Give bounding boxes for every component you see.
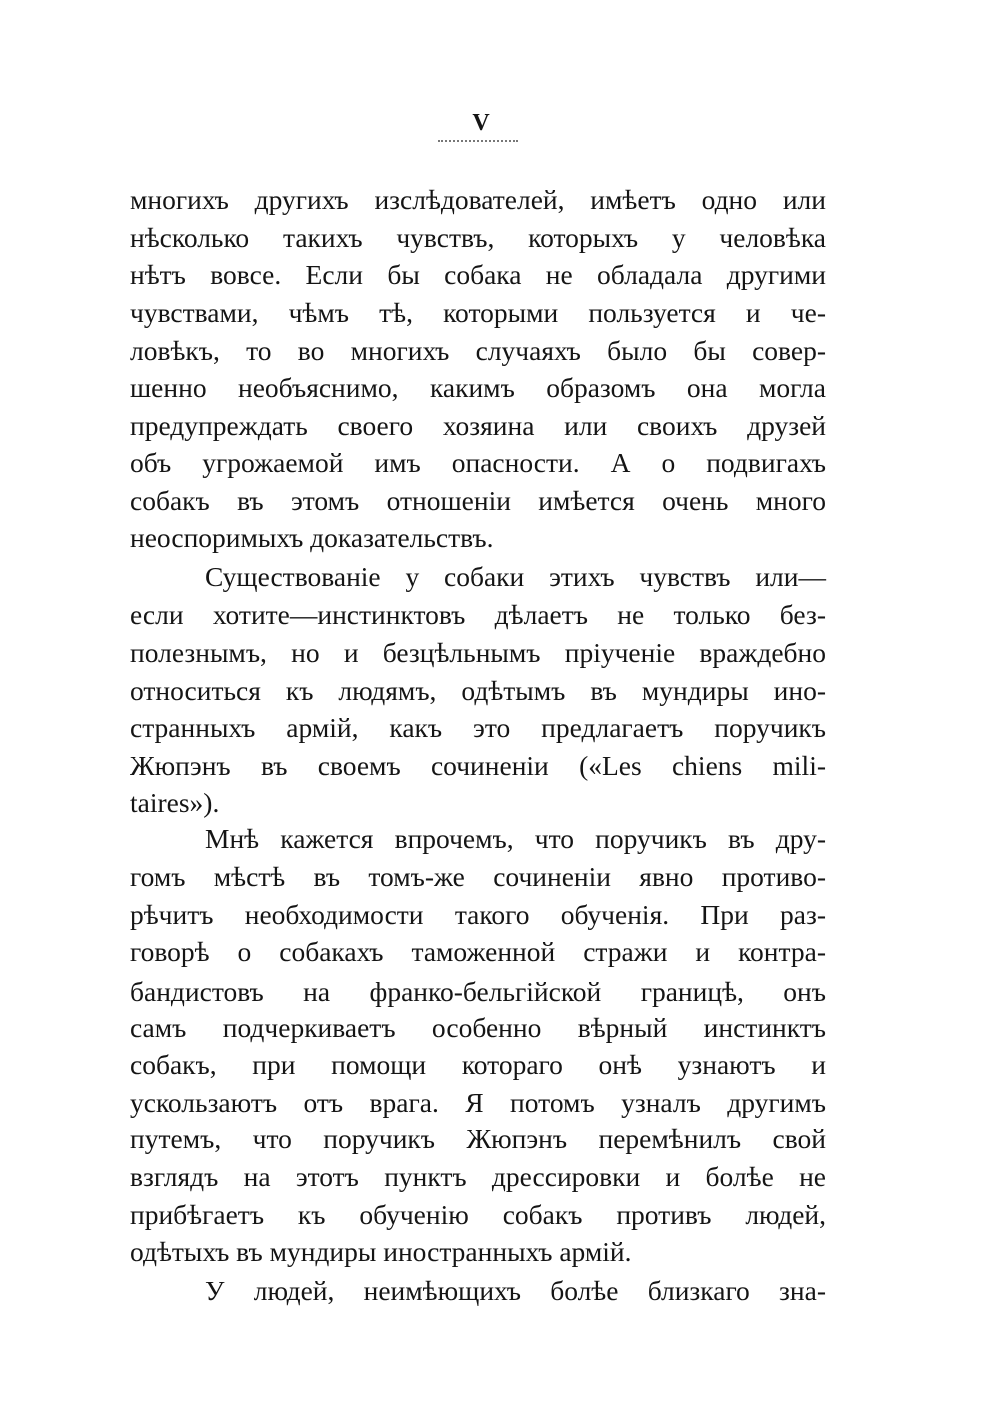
text-line: шенно необъяснимо, какимъ образомъ она могла <box>130 372 826 403</box>
text-line: самъ подчеркиваетъ особенно вѣрный инстинктъ <box>130 1012 826 1043</box>
text-line: чувствами, чѣмъ тѣ, которыми пользуется и че- <box>130 297 826 328</box>
text-line: если хотите—инстинктовъ дѣлаетъ не только без- <box>130 599 826 630</box>
text-line: рѣчитъ необходимости такого обученія. При раз- <box>130 899 826 930</box>
text-line: taires»). <box>130 787 220 818</box>
text-line: нѣсколько такихъ чувствъ, которыхъ у человѣка <box>130 222 826 253</box>
text-line: прибѣгаетъ къ обученію собакъ противъ людей, <box>130 1199 826 1230</box>
text-line: одѣтыхъ въ мундиры иностранныхъ армій. <box>130 1236 632 1267</box>
text-line: путемъ, что поручикъ Жюпэнъ перемѣнилъ свой <box>130 1123 826 1154</box>
text-line: полезнымъ, но и безцѣльнымъ пріученіе враждебно <box>130 637 826 668</box>
text-line: неоспоримыхъ доказательствъ. <box>130 522 494 553</box>
text-line: нѣтъ вовсе. Если бы собака не обладала другими <box>130 259 826 290</box>
text-line: странныхъ армій, какъ это предлагаетъ поручикъ <box>130 712 826 743</box>
text-line: объ угрожаемой имъ опасности. А о подвигахъ <box>130 447 826 478</box>
text-line: многихъ другихъ изслѣдователей, имѣетъ одно или <box>130 184 826 215</box>
text-line: взглядъ на этотъ пунктъ дрессировки и болѣе не <box>130 1161 826 1192</box>
ornament-divider <box>438 140 518 146</box>
text-line: собакъ въ этомъ отношеніи имѣется очень много <box>130 485 826 516</box>
text-line: предупреждать своего хозяина или своихъ друзей <box>130 410 826 441</box>
text-line: собакъ, при помощи котораго онѣ узнаютъ и <box>130 1049 826 1080</box>
paragraph-start-line: Существованіе у собаки этихъ чувствъ или— <box>205 561 826 592</box>
page-number: V <box>472 110 490 136</box>
paragraph-start-line: Мнѣ кажется впрочемъ, что поручикъ въ дру- <box>205 823 826 854</box>
text-line: говорѣ о собакахъ таможенной стражи и контра- <box>130 936 826 967</box>
text-line: бандистовъ на франко-бельгійской границѣ, онъ <box>130 976 826 1007</box>
text-line: Жюпэнъ въ своемъ сочиненіи («Les chiens mili- <box>130 750 826 781</box>
text-line: ловѣкъ, то во многихъ случаяхъ было бы совер- <box>130 335 826 366</box>
text-line: гомъ мѣстѣ въ томъ-же сочиненіи явно противо- <box>130 861 826 892</box>
paragraph-start-line: У людей, неимѣющихъ болѣе близкаго зна- <box>205 1275 826 1306</box>
text-line: ускользаютъ отъ врага. Я потомъ узналъ другимъ <box>130 1087 826 1118</box>
text-line: относиться къ людямъ, одѣтымъ въ мундиры ино- <box>130 675 826 706</box>
